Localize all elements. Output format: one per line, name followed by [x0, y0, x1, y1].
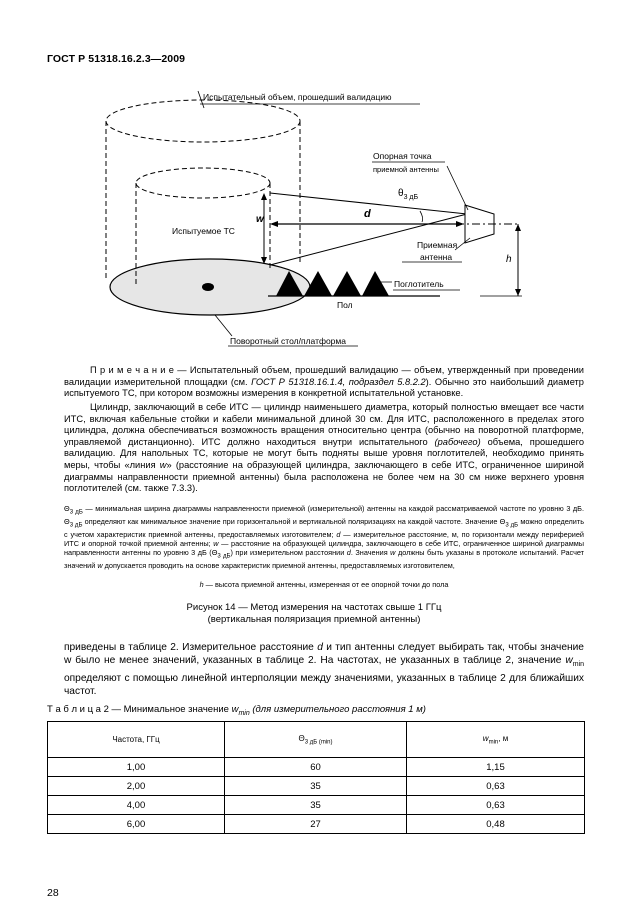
figure-note: П р и м е ч а н и е — Испытательный объем, прошедший валидацию — объем, утвержденный при проведении валидации измерительной площадки (см. ГОСТ Р 51318.16.1.4, подраздел 5.8.2.2). Обычно это наибольший диаметр испытуемого ТС, при котором возможны измерения в конкретной испытательной установке.	[64, 365, 584, 399]
col-theta: $\Theta_{3 дБ (min)}$	[225, 722, 407, 758]
table-cell: 0,63	[407, 777, 585, 796]
table-row	[48, 815, 585, 834]
table-cell: 27	[225, 815, 407, 834]
document-header: ГОСТ Р 51318.16.2.3—2009	[47, 53, 186, 65]
table-cell: 4,00	[48, 796, 225, 815]
table-cell: 1,15	[407, 758, 585, 777]
label-h: h	[506, 254, 512, 265]
table-title: Т а б л и ц а 2 — Минимальное значение $w_{min}$ (для измерительного расстояния 1 м)	[47, 704, 426, 717]
table-cell: 0,48	[407, 815, 585, 834]
figure-legend: $\Theta_{3 дБ}$ — минимальная ширина диаграммы направленности приемной (измерительной) антенны на каждой рассматриваемой частоте по уровню 3 дБ. $\Theta_{3 дБ}$ определяют как минимальное значение при горизонтальной и вертикальной поляризациях на каждой частоте. Значение $\Theta_{3 дБ}$ можно определить с учетом характеристик приемной антенны, предоставляемых изготовителем; d — измерительное расстояние, м, по горизонтали между периферией ИТС и опорной точкой приемной антенны; w — расстояние на образующей цилиндра, заключающего в себе ИТС, ограниченное шириной диаграммы направленности антенны по уровню 3 дБ $(\Theta_{3 дБ})$ при измерительном расстоянии d. Значения w должны быть указаны в протоколе испытаний. Расчет значений w допускается проводить на основе характеристик приемной антенны, предоставляемых изготовителем,	[64, 504, 585, 570]
label-ref-point-2: приемной антенны	[373, 165, 439, 174]
label-rx-antenna-2: антенна	[420, 252, 453, 262]
label-w: w	[256, 214, 264, 225]
table-cell: 35	[225, 777, 407, 796]
col-wmin: $w_{min}$, м	[407, 722, 585, 758]
table-cell: 0,63	[407, 796, 585, 815]
table-row	[48, 758, 585, 777]
label-eut: Испытуемое ТС	[172, 226, 235, 236]
label-absorber: Поглотитель	[394, 279, 444, 289]
turntable-center	[202, 283, 214, 291]
figure-note-para2: Цилиндр, заключающий в себе ИТС — цилиндр наименьшего диаметра, который полностью вмещает все части ИТС, включая кабельные стойки и кабели минимальной длиной 30 см. Для ИТС, расположенного в пределах этого цилиндра, должна обеспечиваться возможность вращения относительно центра (обычно на поворотной платформе, управляемой дистанционно). ИТС должно находиться внутри испытательного (рабочего) объема, прошедшего валидацию. Для напольных ТС, которые не могут быть подняты выше уровня поглотителей, необходимо принять меры, чтобы «линия w» (расстояние на образующей цилиндра, заключающего в себе ИТС, ограниченное шириной диаграммы направленности приемной антенны) была расположена не более чем на 30 см ниже верхнего уровня поглотителей (см. также 7.3.3).	[64, 402, 584, 494]
page-number: 28	[47, 887, 59, 899]
table-cell: 60	[225, 758, 407, 777]
eut-cylinder-top	[136, 168, 270, 198]
label-theta: $\theta_{3 дБ}$	[398, 188, 419, 201]
label-ref-point-1: Опорная точка	[373, 151, 432, 161]
label-rx-antenna-1: Приемная	[417, 240, 458, 250]
figure-legend-h: h — высота приемной антенны, измеренная от ее опорной точки до пола	[199, 580, 449, 589]
label-turntable: Поворотный стол/платформа	[230, 336, 346, 346]
figure-caption: Рисунок 14 — Метод измерения на частотах свыше 1 ГГц (вертикальная поляризация приемной антенны)	[186, 602, 442, 625]
table-cell: 1,00	[48, 758, 225, 777]
body-paragraph: приведены в таблице 2. Измерительное расстояние d и тип антенны следует выбирать так, чтобы значение w было не менее значений, указанных в таблице 2. На частотах, не указанных в таблице 2, значение $w_{min}$ определяют с помощью линейной интерполяции между значениями, указанных в таблице 2 для ближайших частот.	[64, 642, 584, 697]
table-row	[48, 777, 585, 796]
measurement-figure	[0, 0, 630, 360]
label-d: d	[364, 208, 371, 220]
label-test-volume: Испытательный объем, прошедший валидацию	[203, 92, 392, 102]
label-floor: Пол	[337, 300, 353, 310]
table-cell: 35	[225, 796, 407, 815]
min-value-table	[47, 721, 585, 834]
table-row	[48, 796, 585, 815]
col-frequency: Частота, ГГц	[48, 722, 225, 758]
table-cell: 6,00	[48, 815, 225, 834]
table-cell: 2,00	[48, 777, 225, 796]
table-header-row	[48, 722, 585, 758]
